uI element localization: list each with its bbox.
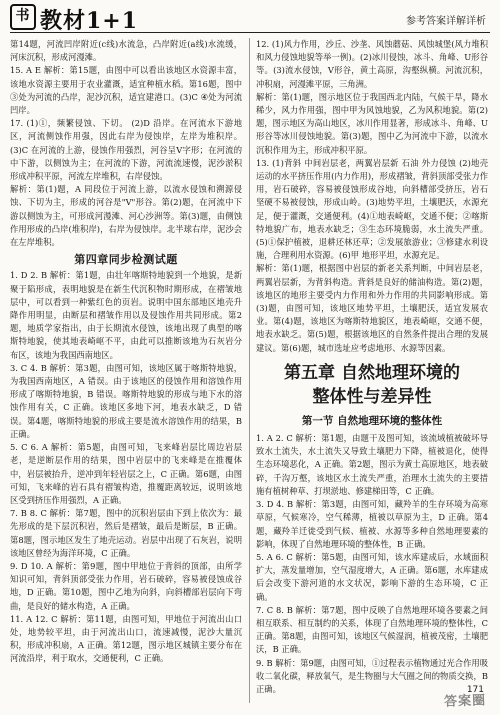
column-divider xyxy=(249,38,250,703)
answer-paragraph: 3. C 4. B 解析：第3题，由图可知，该地区属于喀斯特地貌，为我国西南地区，A 错误。由于该地区的侵蚀作用和溶蚀作用形成了喀斯特地貌，B 错误。喀斯特地貌的形成与地下水的溶蚀作用有关，C 正确。该地区多地下河，地表水缺乏，D 错误。第4题，喀斯特地貌的形成主要是流水溶蚀作用的结果，B 正确。 xyxy=(10,362,242,439)
answer-paragraph: 13. (1)背斜 中间岩层老，两翼岩层新 石油 外力侵蚀 (2)地壳运动的水平挤压作用(内力作用)，形成褶皱，背斜顶部受张力作用，岩石破碎，容易被侵蚀形成谷地，向斜槽部受挤压，岩石坚硬不易被侵蚀，形成山岭。(3)地势平坦，土壤肥沃，水源充足，便于灌溉，交通便利。(4)①地表崎岖，交通不便；②喀斯特地貌广布，地表水缺乏；③生态环境脆弱，水土流失严重。(5)①保护植被，退耕还林还草；②发展旅游业；③修建水利设施，合理利用水资源。(6)甲 地形平坦，水源充足。 xyxy=(256,157,488,261)
answer-paragraph: 9. D 10. A 解析：第9题，图中甲地位于背斜的顶部，由所学知识可知，背斜顶部受张力作用，岩石破碎，容易被侵蚀成谷地，D 正确。第10题，图中乙地为向斜，向斜槽部岩层向下弯曲，是良好的储水构造，A 正确。 xyxy=(10,560,242,611)
answer-paragraph: 1. A 2. C 解析：第1题，由题干及图可知，该流域植被破坏导致水土流失，水土流失又导致土壤肥力下降，植被退化，使得生态环境恶化，A 正确。第2题，图示为黄土高原地区，地表破碎，千沟万壑，该地区水土流失严重，治理水土流失的主要措施有植树种草、打坝淤地、修建梯田等，C 正确。 xyxy=(256,433,488,496)
answer-paragraph: 7. C 8. B 解析：第7题，图中反映了自然地理环境各要素之间相互联系、相互制约的关系，体现了自然地理环境的整体性，C 正确。第8题，由图可知，该地区气候湿润，植被茂密，土壤肥沃，B 正确。 xyxy=(256,604,488,655)
answer-paragraph: 15. A E 解析：第15题，由图中可以看出该地区水资源丰富，该地水资源主要用于农业灌溉，适宜种植水稻。第16题，图中③处为河流的凸岸，泥沙沉积，适宜建港口。(3)C ④处为河流凹岸。 xyxy=(10,65,242,116)
answer-paragraph: 9. B 解析：第9题，由图可知，①过程表示植物通过光合作用吸收二氧化碳，释放氧气，是生物圈与大气圈之间的物质交换，B 正确。 xyxy=(256,657,488,694)
answer-paragraph: 第14题，河流凹岸附近(c线)水流急，凸岸附近(a线)水流缓，河床沉积，形成河漫滩。 xyxy=(10,39,242,63)
book-logo xyxy=(10,4,138,35)
answer-paragraph: 7. B 8. C 解析：第7题，图中的沉积岩层由下到上依次为：最先形成的是下层沉积岩，然后是褶皱，最后是断层，B 正确。第8题，图示地区发生了地壳运动。岩层中出现了石灰岩，说明该地区曾经为海洋环境，C 正确。 xyxy=(10,508,242,558)
answer-paragraph: 解析：第(1)题，A 同段位于河流上游，以流水侵蚀和溯源侵蚀、下切为主，形成的河谷是"V"形谷。第(2)题，在河流中下游以侧蚀为主，可形成河漫滩、河心沙洲等。第(3)题，由侧蚀作用形成的凸岸(堆积岸)，右岸为侵蚀岸。北半球右岸，泥沙会在左岸堆积。 xyxy=(10,184,242,248)
answer-paragraph: 5. A 6. C 解析：第5题，由图可知，该水库建成后，水域面积扩大，蒸发量增加，空气湿度增大，A 正确。第6题，水库建成后会改变下游河道的水文状况，影响下游的生态环境，C 正确。 xyxy=(256,551,488,602)
header-title: 参考答案详解详析 xyxy=(406,16,486,27)
page-number: 171 xyxy=(466,685,484,695)
section-title: 第四章同步检测试题 xyxy=(74,253,178,267)
answer-paragraph: 解析：第(1)题，图示地区位于我国西北内陆，气候干旱，降水稀少，风力作用强，图中甲为风蚀地貌，乙为风积地貌。第(2)题，图示地区为高山地区，冰川作用显著，形成冰斗、角峰、U形谷等冰川侵蚀地貌。第(3)题，图中乙为河流中下游，以流水沉积作用为主，形成冲积平原。 xyxy=(256,91,488,155)
answer-paragraph: 5. C 6. A 解析：第5题，由图可知，飞来峰岩层比周边岩层老，是逆断层作用的结果，图中岩层中的飞来峰是在推覆体中，岩层被抬升，逆冲到年轻岩层之上，C 正确。第6题，由图可知，飞来峰的岩石具有褶皱构造，推覆距离较远，说明该地区受到挤压作用强烈，A 正确。 xyxy=(10,442,242,505)
answer-paragraph: 1. D 2. B 解析：第1题，由壮年喀斯特地貌到一个地貌，是新聚于陷形成，表明地貌是在新生代沉积物时期形成，在褶皱地层中，可以看到一种紫红色的页岩。说明中国东部地区地壳升降作用明显，由断层和褶皱作用以及侵蚀作用共同形成。第2题，地质学家指出，由于长期流水侵蚀，该地出现了典型的喀斯特地貌，使其地表崎岖不平，由此可以推断该地为石灰岩分布区，该地为我国西南地区。 xyxy=(10,270,242,360)
logo-text: 教材1+1 xyxy=(40,8,139,34)
answer-paragraph: 3. D 4. B 解析：第3题，由图可知，藏羚羊的生存环境为高寒草原，气候寒冷，空气稀薄，植被以草原为主，D 正确。第4题，藏羚羊迁徙受到气候、植被、水源等多种自然地理要素的影响，体现了自然地理环境的整体性，B 正确。 xyxy=(256,499,488,549)
book-icon: 书 xyxy=(10,4,36,30)
page-header xyxy=(0,0,500,34)
answer-paragraph: 12. (1)风力作用，沙丘、沙垄、风蚀蘑菇、风蚀城堡(风力堆积和风力侵蚀地貌等举一例)。(2)冰川侵蚀，冰斗、角峰、U形谷等。(3)流水侵蚀，V形谷，黄土高原，沟壑纵横。河流沉积，冲积扇，河漫滩平原，三角洲。 xyxy=(256,39,488,89)
answer-paragraph: 11. A 12. C 解析：第11题，由图可知，甲地位于河流出山口处，地势较平坦，由于河流出山口，流速减慢，泥沙大量沉积，形成冲积扇，A 正确。第12题，图示地区城镇主要分布在河流沿岸，利于取水，交通便利，C 正确。 xyxy=(10,613,242,664)
header-rule xyxy=(10,32,490,33)
watermark: 答案圈 xyxy=(443,693,487,710)
answer-paragraph: 解析：第(1)题，根据图中岩层的新老关系判断，中间岩层老，两翼岩层新，为背斜构造。背斜是良好的储油构造。第(2)题，该地区的地形主要受内力作用和外力作用的共同影响形成。第(3)题，由图可知，该地区地势平坦，土壤肥沃，适宜发展农业。第(4)题，该地区为喀斯特地貌区，地表崎岖，交通不便，地表水缺乏。第(5)题，根据该地区的自然条件提出合理的发展建议。第(6)题，城市选址应考虑地形、水源等因素。 xyxy=(256,263,488,353)
answer-paragraph: 17. (1)①，频繁侵蚀、下切。 (2)D 沿岸。在河流水下游地区，河流侧蚀作用强，因此右岸为侵蚀岸，左岸为堆积岸。(3)C 在河流的上游，侵蚀作用强烈，河谷呈V字形；在河流的中下游，以侧蚀为主；在河流的下游，河流流速慢，泥沙淤积形成冲积平原，河流左岸堆积，右岸侵蚀。 xyxy=(10,118,242,182)
right-column xyxy=(256,38,488,696)
chapter-title: 第五章 自然地理环境的 整体性与差异性 xyxy=(284,362,460,407)
subsection-title: 第一节 自然地理环境的整体性 xyxy=(301,414,443,427)
left-column xyxy=(10,38,242,666)
